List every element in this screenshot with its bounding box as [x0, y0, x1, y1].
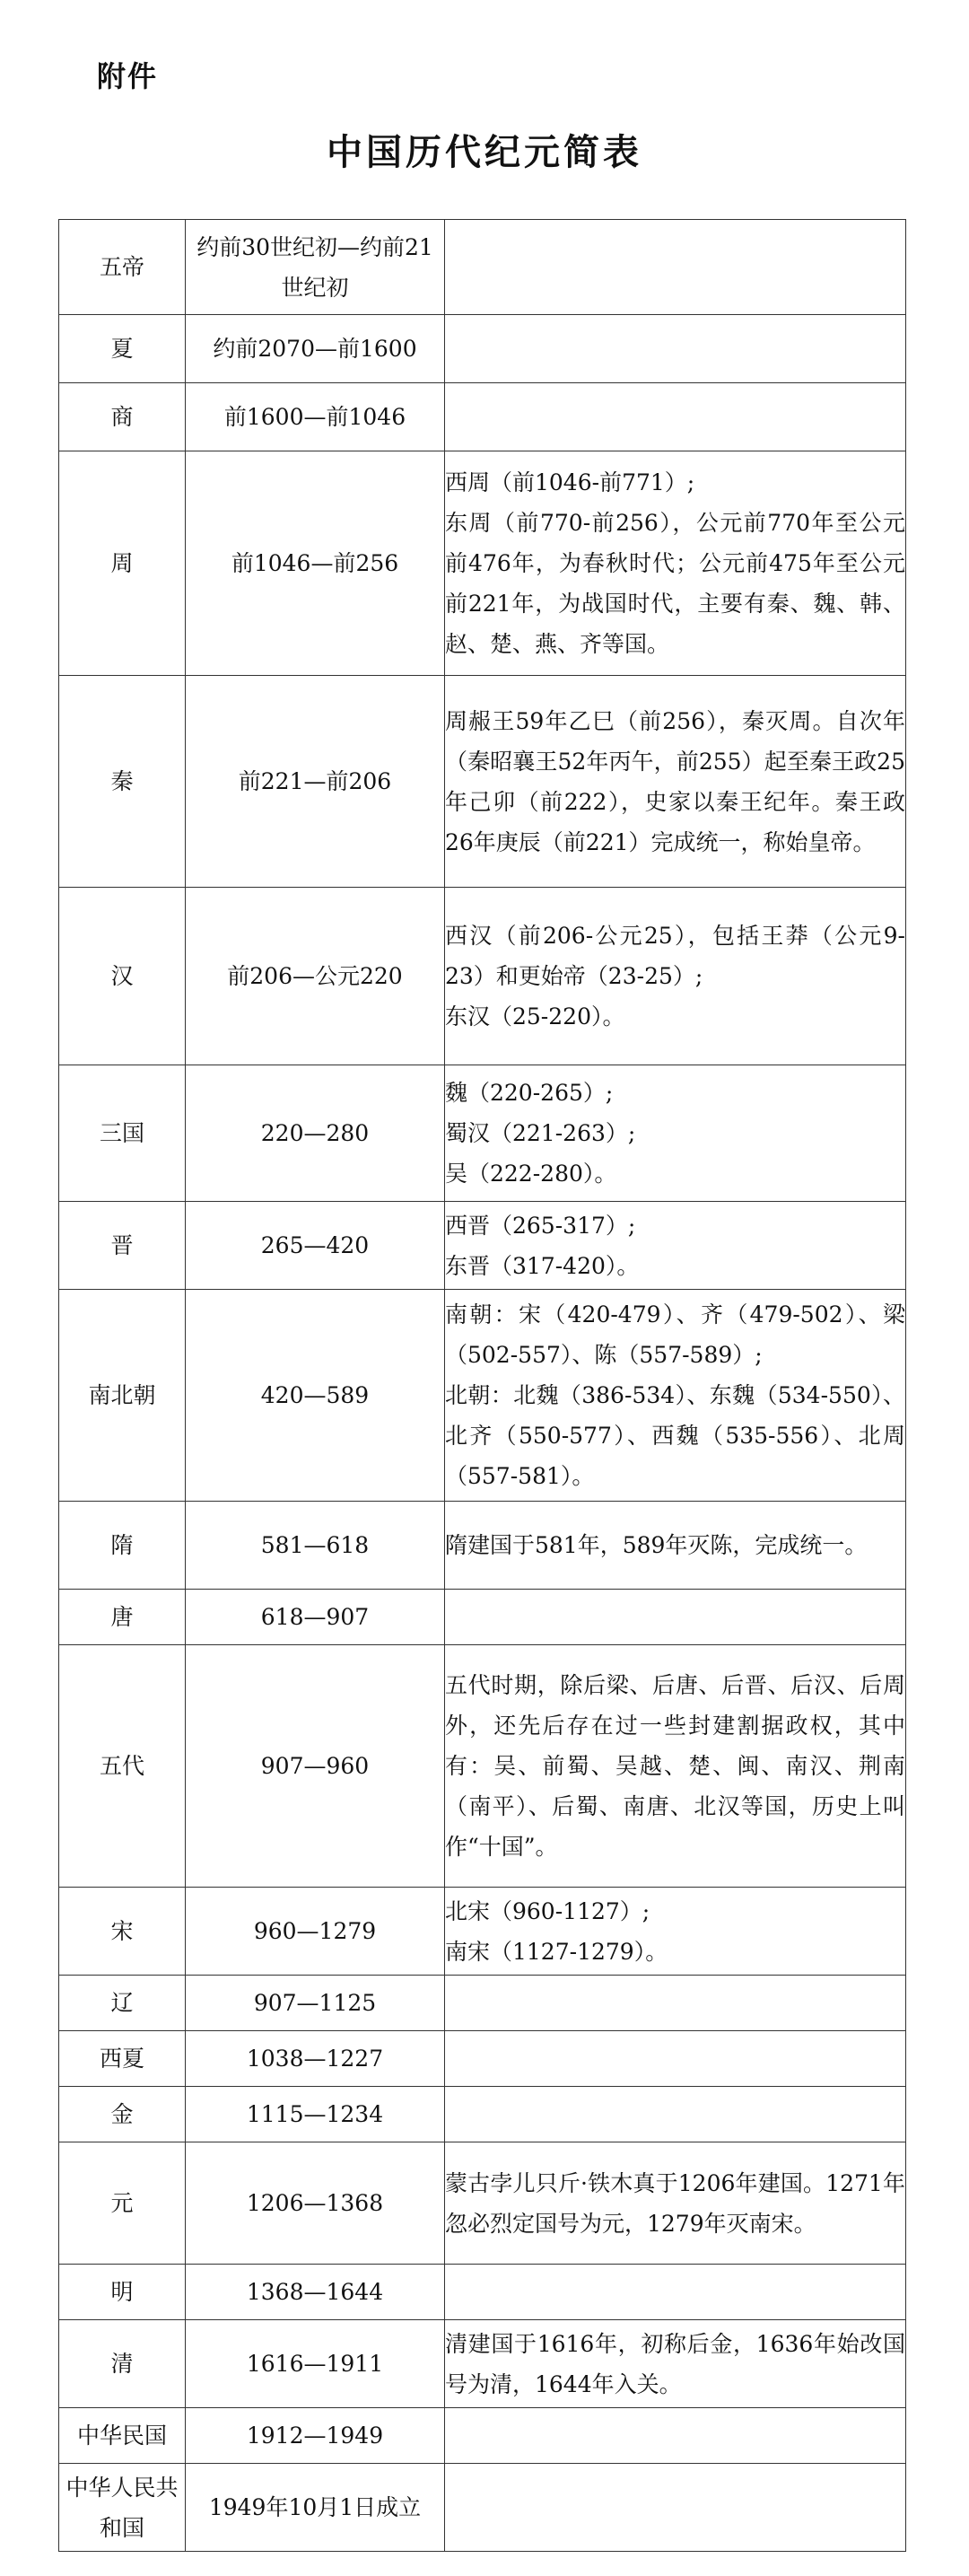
era-cell: 1115—1234 — [186, 2087, 445, 2142]
era-cell: 1038—1227 — [186, 2031, 445, 2087]
notes-cell — [445, 315, 906, 383]
table-row — [59, 2408, 906, 2464]
chronology-table-body — [59, 220, 906, 2552]
era-cell: 前1600—前1046 — [186, 383, 445, 451]
note-line: 隋建国于581年，589年灭陈，完成统一。 — [445, 1532, 868, 1558]
table-row — [59, 2320, 906, 2408]
note-line: 东晋（317-420）。 — [445, 1252, 640, 1279]
note-line: 北宋（960-1127）; — [445, 1897, 650, 1924]
table-row — [59, 451, 906, 676]
notes-cell — [445, 2087, 906, 2142]
note-line: 蜀汉（221-263）; — [445, 1120, 636, 1146]
table-row — [59, 220, 906, 315]
era-cell: 420—589 — [186, 1290, 445, 1502]
table-row — [59, 1502, 906, 1590]
table-row — [59, 2142, 906, 2265]
era-cell: 前221—前206 — [186, 676, 445, 888]
notes-cell — [445, 1290, 906, 1502]
note-line: 周赧王59年乙巳（前256），秦灭周。自次年（秦昭襄王52年丙午，前255）起至秦王政25年己卯（前222），史家以秦王纪年。秦王政26年庚辰（前221）完成统一，称始皇帝。 — [445, 707, 905, 855]
era-cell: 前206—公元220 — [186, 888, 445, 1065]
notes-cell — [445, 451, 906, 676]
table-row — [59, 383, 906, 451]
era-cell: 1616—1911 — [186, 2320, 445, 2408]
note-line: 南宋（1127-1279）。 — [445, 1938, 668, 1965]
dynasty-cell: 宋 — [59, 1888, 186, 1976]
notes-cell — [445, 1502, 906, 1590]
dynasty-cell: 中华民国 — [59, 2408, 186, 2464]
era-cell: 618—907 — [186, 1590, 445, 1645]
note-line: 西汉（前206-公元25），包括王莽（公元9-23）和更始帝（23-25）; — [445, 923, 905, 989]
era-cell: 1206—1368 — [186, 2142, 445, 2265]
era-cell: 1912—1949 — [186, 2408, 445, 2464]
dynasty-cell: 金 — [59, 2087, 186, 2142]
era-cell: 1368—1644 — [186, 2265, 445, 2320]
dynasty-cell: 晋 — [59, 1202, 186, 1290]
note-line: 五代时期，除后梁、后唐、后晋、后汉、后周外，还先后存在过一些封建割据政权，其中有：吴、前蜀、吴越、楚、闽、南汉、荆南（南平）、后蜀、南唐、北汉等国，历史上叫作“十国”。 — [445, 1672, 905, 1860]
table-row — [59, 676, 906, 888]
dynasty-cell: 夏 — [59, 315, 186, 383]
era-cell: 960—1279 — [186, 1888, 445, 1976]
dynasty-cell: 周 — [59, 451, 186, 676]
era-cell: 907—1125 — [186, 1976, 445, 2031]
note-line: 蒙古孛儿只斤·铁木真于1206年建国。1271年忽必烈定国号为元，1279年灭南宋。 — [445, 2169, 905, 2237]
dynasty-cell: 元 — [59, 2142, 186, 2265]
notes-cell — [445, 1888, 906, 1976]
table-row — [59, 1290, 906, 1502]
notes-cell — [445, 676, 906, 888]
dynasty-cell: 秦 — [59, 676, 186, 888]
dynasty-cell: 商 — [59, 383, 186, 451]
note-line: 南朝：宋（420-479）、齐（479-502）、梁（502-557）、陈（557-589）; — [445, 1301, 905, 1368]
notes-cell — [445, 2408, 906, 2464]
era-cell: 约前2070—前1600 — [186, 315, 445, 383]
note-line: 魏（220-265）; — [445, 1080, 614, 1106]
dynasty-cell: 三国 — [59, 1065, 186, 1202]
table-row — [59, 1065, 906, 1202]
notes-cell — [445, 888, 906, 1065]
notes-cell — [445, 1976, 906, 2031]
attachment-label: 附件 — [97, 59, 159, 93]
note-line: 东周（前770-前256），公元前770年至公元前476年，为春秋时代；公元前475年至公元前221年，为战国时代，主要有秦、魏、韩、赵、楚、燕、齐等国。 — [445, 510, 905, 657]
era-cell: 581—618 — [186, 1502, 445, 1590]
dynasty-cell: 南北朝 — [59, 1290, 186, 1502]
notes-cell — [445, 383, 906, 451]
era-cell: 907—960 — [186, 1645, 445, 1888]
notes-cell — [445, 1202, 906, 1290]
notes-cell — [445, 1065, 906, 1202]
table-row — [59, 2464, 906, 2552]
dynasty-cell: 中华人民共和国 — [59, 2464, 186, 2552]
note-line: 东汉（25-220）。 — [445, 1003, 625, 1030]
dynasty-cell: 隋 — [59, 1502, 186, 1590]
era-cell: 1949年10月1日成立 — [186, 2464, 445, 2552]
notes-cell — [445, 2031, 906, 2087]
notes-cell — [445, 220, 906, 315]
table-row — [59, 2087, 906, 2142]
dynasty-cell: 明 — [59, 2265, 186, 2320]
table-row — [59, 1645, 906, 1888]
dynasty-cell: 辽 — [59, 1976, 186, 2031]
table-row — [59, 2265, 906, 2320]
page-title: 中国历代纪元简表 — [327, 132, 642, 173]
dynasty-cell: 西夏 — [59, 2031, 186, 2087]
notes-cell — [445, 2464, 906, 2552]
table-row — [59, 2031, 906, 2087]
note-line: 清建国于1616年，初称后金，1636年始改国号为清，1644年入关。 — [445, 2330, 905, 2397]
era-cell: 前1046—前256 — [186, 451, 445, 676]
chronology-table — [58, 219, 906, 2552]
era-cell: 220—280 — [186, 1065, 445, 1202]
table-row — [59, 1976, 906, 2031]
notes-cell — [445, 2142, 906, 2265]
dynasty-cell: 五帝 — [59, 220, 186, 315]
table-row — [59, 1202, 906, 1290]
table-row — [59, 315, 906, 383]
note-line: 西晋（265-317）; — [445, 1212, 636, 1239]
dynasty-cell: 汉 — [59, 888, 186, 1065]
table-row — [59, 1888, 906, 1976]
era-cell: 265—420 — [186, 1202, 445, 1290]
dynasty-cell: 清 — [59, 2320, 186, 2408]
notes-cell — [445, 1645, 906, 1888]
notes-cell — [445, 2265, 906, 2320]
table-row — [59, 1590, 906, 1645]
dynasty-cell: 唐 — [59, 1590, 186, 1645]
table-row — [59, 888, 906, 1065]
notes-cell — [445, 1590, 906, 1645]
era-cell: 约前30世纪初—约前21世纪初 — [186, 220, 445, 315]
note-line: 西周（前1046-前771）; — [445, 469, 695, 495]
note-line: 吴（222-280）。 — [445, 1161, 617, 1187]
notes-cell — [445, 2320, 906, 2408]
dynasty-cell: 五代 — [59, 1645, 186, 1888]
note-line: 北朝：北魏（386-534）、东魏（534-550）、北齐（550-577）、西魏（535-556）、北周（557-581）。 — [445, 1382, 905, 1489]
